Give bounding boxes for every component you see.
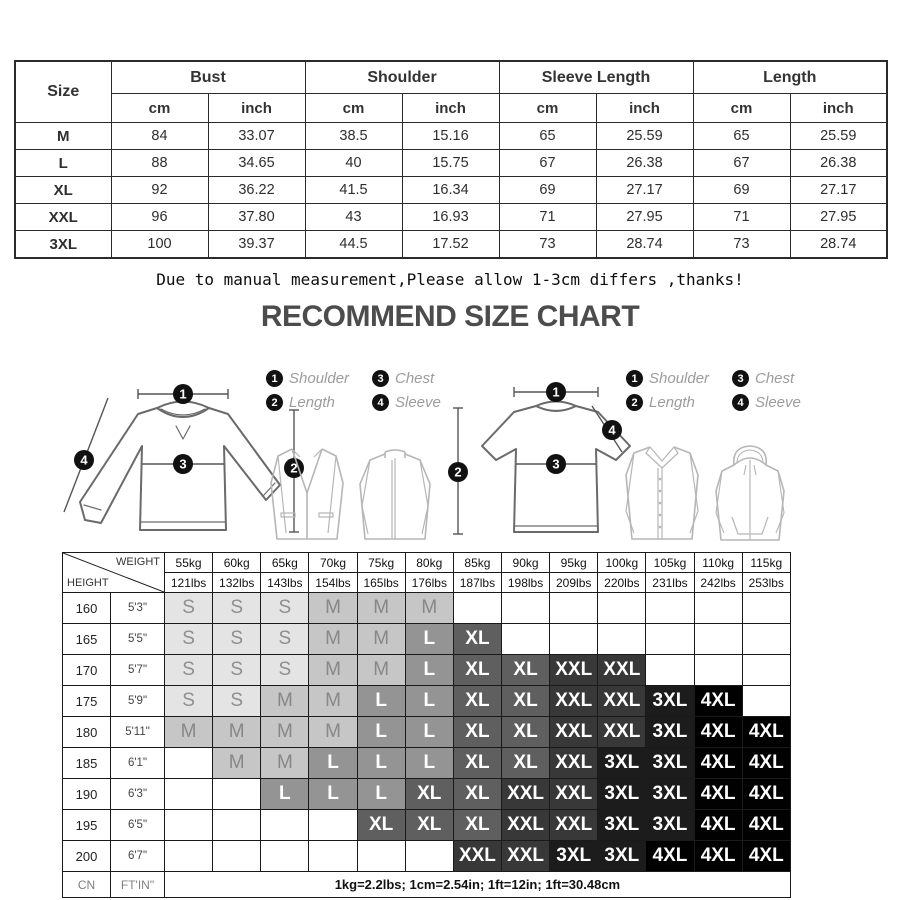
height-ftin: 5'9" [111, 686, 165, 717]
size-row [15, 150, 887, 177]
matrix-footer-row [63, 872, 791, 898]
height-cm: 175 [63, 686, 111, 717]
weight-lbs-header: 220lbs [598, 573, 646, 593]
legend-label-chest: Chest [395, 370, 435, 387]
size-label: 3XL [15, 231, 111, 259]
matrix-cell [213, 841, 261, 872]
matrix-cell: XXL [598, 655, 646, 686]
weight-kg-header: 105kg [646, 553, 694, 573]
matrix-cell: XL [405, 779, 453, 810]
unit-cm: cm [499, 94, 596, 123]
matrix-cell: 4XL [694, 779, 742, 810]
matrix-cell: L [405, 686, 453, 717]
matrix-cell [742, 593, 790, 624]
matrix-cell: 4XL [694, 717, 742, 748]
matrix-cell: 4XL [694, 841, 742, 872]
legend-num-4: 4 [732, 394, 749, 411]
matrix-cell: M [213, 748, 261, 779]
matrix-cell: M [357, 593, 405, 624]
legend-label-sleeve: Sleeve [395, 394, 441, 411]
size-label: XL [15, 177, 111, 204]
legend-num-2: 2 [266, 394, 283, 411]
matrix-cell: M [405, 593, 453, 624]
matrix-cell: L [357, 717, 405, 748]
matrix-row [63, 593, 791, 624]
size-value: 16.34 [402, 177, 499, 204]
unit-inch: inch [208, 94, 305, 123]
svg-text:3: 3 [552, 456, 560, 472]
legend-label-length: Length [289, 394, 335, 411]
size-value: 100 [111, 231, 208, 259]
legend-num-2: 2 [626, 394, 643, 411]
weight-kg-header: 100kg [598, 553, 646, 573]
shirt-icon [620, 441, 704, 546]
matrix-cell: 4XL [742, 717, 790, 748]
matrix-cell [453, 593, 501, 624]
matrix-cell: XL [405, 810, 453, 841]
size-value: 73 [499, 231, 596, 259]
size-row [15, 123, 887, 150]
matrix-cell: S [165, 655, 213, 686]
group-bust: Bust [111, 61, 305, 94]
matrix-cell: 4XL [742, 779, 790, 810]
matrix-cell: 3XL [646, 686, 694, 717]
matrix-cell: 3XL [598, 841, 646, 872]
matrix-cell: XXL [453, 841, 501, 872]
unit-inch: inch [790, 94, 887, 123]
corner-height-label: HEIGHT [67, 577, 109, 589]
tshirt-collar [536, 402, 576, 412]
matrix-cell [309, 841, 357, 872]
matrix-cell [598, 624, 646, 655]
unit-inch: inch [596, 94, 693, 123]
matrix-cell: XXL [550, 779, 598, 810]
size-label: L [15, 150, 111, 177]
matrix-cell: XXL [550, 655, 598, 686]
weight-kg-header: 60kg [213, 553, 261, 573]
matrix-cell: XL [453, 748, 501, 779]
height-ftin: 5'3" [111, 593, 165, 624]
matrix-cell: 4XL [742, 841, 790, 872]
recommend-diagrams [0, 358, 900, 550]
matrix-cell: L [405, 748, 453, 779]
matrix-cell: 4XL [742, 748, 790, 779]
matrix-cell: 3XL [646, 810, 694, 841]
matrix-cell: L [405, 717, 453, 748]
matrix-cell: XXL [501, 810, 549, 841]
weight-kg-header: 110kg [694, 553, 742, 573]
matrix-row [63, 748, 791, 779]
matrix-cell: 3XL [598, 779, 646, 810]
size-value: 39.37 [208, 231, 305, 259]
size-value: 37.80 [208, 204, 305, 231]
height-cm: 185 [63, 748, 111, 779]
matrix-cell: XXL [598, 686, 646, 717]
matrix-cell: XXL [550, 717, 598, 748]
recommend-matrix [62, 552, 791, 898]
size-value: 28.74 [596, 231, 693, 259]
footer-cn-label: CN [63, 872, 111, 898]
matrix-cell [742, 624, 790, 655]
matrix-cell: M [309, 717, 357, 748]
matrix-cell: XXL [550, 810, 598, 841]
size-value: 69 [499, 177, 596, 204]
matrix-cell: XL [453, 686, 501, 717]
matrix-cell: M [165, 717, 213, 748]
size-label: M [15, 123, 111, 150]
size-value: 25.59 [790, 123, 887, 150]
matrix-cell: XL [453, 655, 501, 686]
size-value: 33.07 [208, 123, 305, 150]
svg-text:1: 1 [552, 384, 560, 400]
height-cm: 160 [63, 593, 111, 624]
legend-num-3: 3 [732, 370, 749, 387]
blazer-icon [266, 443, 348, 545]
hoodie-icon [708, 443, 792, 546]
jacket-icon [352, 446, 438, 545]
matrix-corner [63, 553, 165, 593]
height-cm: 195 [63, 810, 111, 841]
matrix-cell: 3XL [646, 717, 694, 748]
size-value: 15.75 [402, 150, 499, 177]
weight-lbs-header: 242lbs [694, 573, 742, 593]
measure-legend-left [266, 370, 441, 411]
height-ftin: 6'5" [111, 810, 165, 841]
weight-lbs-header: 143lbs [261, 573, 309, 593]
matrix-cell [261, 841, 309, 872]
matrix-cell [646, 655, 694, 686]
matrix-cell: M [309, 624, 357, 655]
svg-text:4: 4 [80, 452, 88, 468]
weight-kg-header: 90kg [501, 553, 549, 573]
height-ftin: 5'7" [111, 655, 165, 686]
matrix-cell [213, 810, 261, 841]
weight-lbs-header: 253lbs [742, 573, 790, 593]
size-value: 44.5 [305, 231, 402, 259]
weight-kg-header: 95kg [550, 553, 598, 573]
measurement-note: Due to manual measurement,Please allow 1-3cm differs ,thanks! [156, 270, 744, 289]
weight-kg-header: 115kg [742, 553, 790, 573]
matrix-cell [742, 686, 790, 717]
size-table [14, 60, 888, 259]
weight-lbs-header: 209lbs [550, 573, 598, 593]
matrix-cell: M [309, 655, 357, 686]
matrix-cell [501, 593, 549, 624]
group-shoulder: Shoulder [305, 61, 499, 94]
matrix-cell: 3XL [598, 810, 646, 841]
matrix-cell: S [165, 686, 213, 717]
matrix-cell [165, 748, 213, 779]
size-header: Size [15, 61, 111, 123]
svg-text:3: 3 [179, 456, 187, 472]
weight-lbs-header: 231lbs [646, 573, 694, 593]
matrix-cell: 4XL [646, 841, 694, 872]
matrix-row [63, 624, 791, 655]
weight-lbs-header: 132lbs [213, 573, 261, 593]
size-value: 65 [499, 123, 596, 150]
matrix-cell: M [357, 624, 405, 655]
matrix-cell [261, 810, 309, 841]
matrix-cell: S [213, 593, 261, 624]
corner-weight-label: WEIGHT [116, 556, 160, 568]
matrix-cell [694, 655, 742, 686]
matrix-cell: 4XL [742, 810, 790, 841]
size-value: 69 [693, 177, 790, 204]
matrix-cell: 3XL [646, 779, 694, 810]
matrix-row [63, 810, 791, 841]
size-value: 92 [111, 177, 208, 204]
matrix-cell [694, 624, 742, 655]
legend-label-chest: Chest [755, 370, 795, 387]
size-value: 41.5 [305, 177, 402, 204]
matrix-cell: S [261, 593, 309, 624]
size-value: 67 [693, 150, 790, 177]
size-value: 27.95 [790, 204, 887, 231]
svg-text:2: 2 [454, 464, 462, 480]
size-value: 67 [499, 150, 596, 177]
size-value: 36.22 [208, 177, 305, 204]
matrix-cell: L [405, 624, 453, 655]
measure-legend-right [626, 370, 801, 411]
weight-kg-header: 70kg [309, 553, 357, 573]
matrix-cell [405, 841, 453, 872]
matrix-row [63, 686, 791, 717]
size-label: XXL [15, 204, 111, 231]
legend-label-length: Length [649, 394, 695, 411]
unit-inch: inch [402, 94, 499, 123]
matrix-cell: 4XL [694, 686, 742, 717]
matrix-row [63, 655, 791, 686]
legend-num-1: 1 [626, 370, 643, 387]
sweatshirt-vstitch [176, 426, 190, 439]
matrix-cell: XL [501, 748, 549, 779]
matrix-cell: 3XL [646, 748, 694, 779]
matrix-row [63, 779, 791, 810]
height-ftin: 6'3" [111, 779, 165, 810]
height-cm: 170 [63, 655, 111, 686]
matrix-cell: L [405, 655, 453, 686]
matrix-cell: 4XL [694, 748, 742, 779]
size-value: 26.38 [790, 150, 887, 177]
legend-num-4: 4 [372, 394, 389, 411]
matrix-cell: L [357, 779, 405, 810]
weight-lbs-header: 198lbs [501, 573, 549, 593]
matrix-cell [598, 593, 646, 624]
matrix-cell: 3XL [550, 841, 598, 872]
matrix-cell: XL [501, 686, 549, 717]
weight-kg-header: 75kg [357, 553, 405, 573]
size-value: 26.38 [596, 150, 693, 177]
matrix-cell: M [309, 593, 357, 624]
size-row [15, 177, 887, 204]
height-cm: 180 [63, 717, 111, 748]
height-cm: 190 [63, 779, 111, 810]
matrix-cell: XXL [501, 779, 549, 810]
legend-label-shoulder: Shoulder [649, 370, 710, 387]
size-table-group-row [15, 61, 887, 94]
matrix-cell: XL [501, 655, 549, 686]
matrix-row [63, 717, 791, 748]
matrix-cell [501, 624, 549, 655]
weights-kg-row [63, 553, 791, 573]
matrix-cell [357, 841, 405, 872]
size-table-unit-row [15, 94, 887, 123]
height-cm: 200 [63, 841, 111, 872]
matrix-cell [165, 810, 213, 841]
size-row [15, 231, 887, 259]
matrix-cell [646, 593, 694, 624]
legend-label-sleeve: Sleeve [755, 394, 801, 411]
height-ftin: 5'5" [111, 624, 165, 655]
size-value: 73 [693, 231, 790, 259]
conversion-note: 1kg=2.2lbs; 1cm=2.54in; 1ft=12in; 1ft=30.48cm [165, 872, 791, 898]
matrix-cell [213, 779, 261, 810]
matrix-cell: XXL [550, 686, 598, 717]
unit-cm: cm [305, 94, 402, 123]
matrix-cell: L [309, 779, 357, 810]
size-value: 88 [111, 150, 208, 177]
matrix-cell: L [309, 748, 357, 779]
size-value: 38.5 [305, 123, 402, 150]
svg-text:2: 2 [290, 460, 298, 476]
weight-lbs-header: 187lbs [453, 573, 501, 593]
matrix-cell: M [357, 655, 405, 686]
size-value: 65 [693, 123, 790, 150]
legend-num-3: 3 [372, 370, 389, 387]
height-cm: 165 [63, 624, 111, 655]
size-value: 27.95 [596, 204, 693, 231]
weight-kg-header: 55kg [165, 553, 213, 573]
matrix-cell: XXL [550, 748, 598, 779]
weights-lbs-row [63, 573, 791, 593]
size-value: 71 [693, 204, 790, 231]
matrix-cell: 4XL [694, 810, 742, 841]
matrix-body [63, 593, 791, 872]
matrix-cell: L [357, 686, 405, 717]
weight-lbs-header: 176lbs [405, 573, 453, 593]
matrix-cell: S [213, 655, 261, 686]
matrix-cell: L [261, 779, 309, 810]
matrix-cell: XXL [598, 717, 646, 748]
matrix-cell: XL [357, 810, 405, 841]
size-value: 71 [499, 204, 596, 231]
size-value: 34.65 [208, 150, 305, 177]
matrix-cell: XXL [501, 841, 549, 872]
weight-kg-header: 85kg [453, 553, 501, 573]
matrix-cell: M [309, 686, 357, 717]
matrix-cell: M [261, 748, 309, 779]
matrix-cell: L [357, 748, 405, 779]
weight-lbs-header: 154lbs [309, 573, 357, 593]
matrix-cell [550, 624, 598, 655]
matrix-cell [309, 810, 357, 841]
matrix-cell: XL [453, 779, 501, 810]
height-ftin: 5'11" [111, 717, 165, 748]
size-value: 96 [111, 204, 208, 231]
matrix-cell: S [213, 686, 261, 717]
matrix-row [63, 841, 791, 872]
size-value: 15.16 [402, 123, 499, 150]
size-value: 27.17 [790, 177, 887, 204]
matrix-cell: S [165, 624, 213, 655]
matrix-cell [550, 593, 598, 624]
legend-label-shoulder: Shoulder [289, 370, 350, 387]
group-length: Length [693, 61, 887, 94]
size-table-body [15, 123, 887, 259]
matrix-cell [742, 655, 790, 686]
matrix-cell: M [213, 717, 261, 748]
matrix-cell: M [261, 717, 309, 748]
sweatshirt-cuff-left [84, 505, 101, 510]
matrix-cell: 3XL [598, 748, 646, 779]
matrix-cell [165, 841, 213, 872]
legend-num-1: 1 [266, 370, 283, 387]
size-value: 40 [305, 150, 402, 177]
svg-text:1: 1 [179, 386, 187, 402]
matrix-cell: S [213, 624, 261, 655]
height-ftin: 6'7" [111, 841, 165, 872]
unit-cm: cm [111, 94, 208, 123]
weight-lbs-header: 165lbs [357, 573, 405, 593]
size-value: 28.74 [790, 231, 887, 259]
matrix-cell: XL [501, 717, 549, 748]
svg-text:4: 4 [608, 422, 616, 438]
matrix-cell [646, 624, 694, 655]
size-value: 16.93 [402, 204, 499, 231]
size-value: 25.59 [596, 123, 693, 150]
weight-kg-header: 65kg [261, 553, 309, 573]
height-ftin: 6'1" [111, 748, 165, 779]
weight-kg-header: 80kg [405, 553, 453, 573]
group-sleeve-length: Sleeve Length [499, 61, 693, 94]
size-value: 27.17 [596, 177, 693, 204]
matrix-cell: S [165, 593, 213, 624]
size-value: 43 [305, 204, 402, 231]
size-value: 17.52 [402, 231, 499, 259]
matrix-cell [165, 779, 213, 810]
matrix-cell: XL [453, 717, 501, 748]
matrix-cell: XL [453, 624, 501, 655]
unit-cm: cm [693, 94, 790, 123]
size-value: 84 [111, 123, 208, 150]
matrix-cell: M [261, 686, 309, 717]
weight-lbs-header: 121lbs [165, 573, 213, 593]
size-row [15, 204, 887, 231]
footer-ftin-label: FT'IN" [111, 872, 165, 898]
matrix-cell [694, 593, 742, 624]
matrix-cell: S [261, 655, 309, 686]
page-title: RECOMMEND SIZE CHART [260, 300, 640, 333]
matrix-cell: XL [453, 810, 501, 841]
matrix-cell: S [261, 624, 309, 655]
